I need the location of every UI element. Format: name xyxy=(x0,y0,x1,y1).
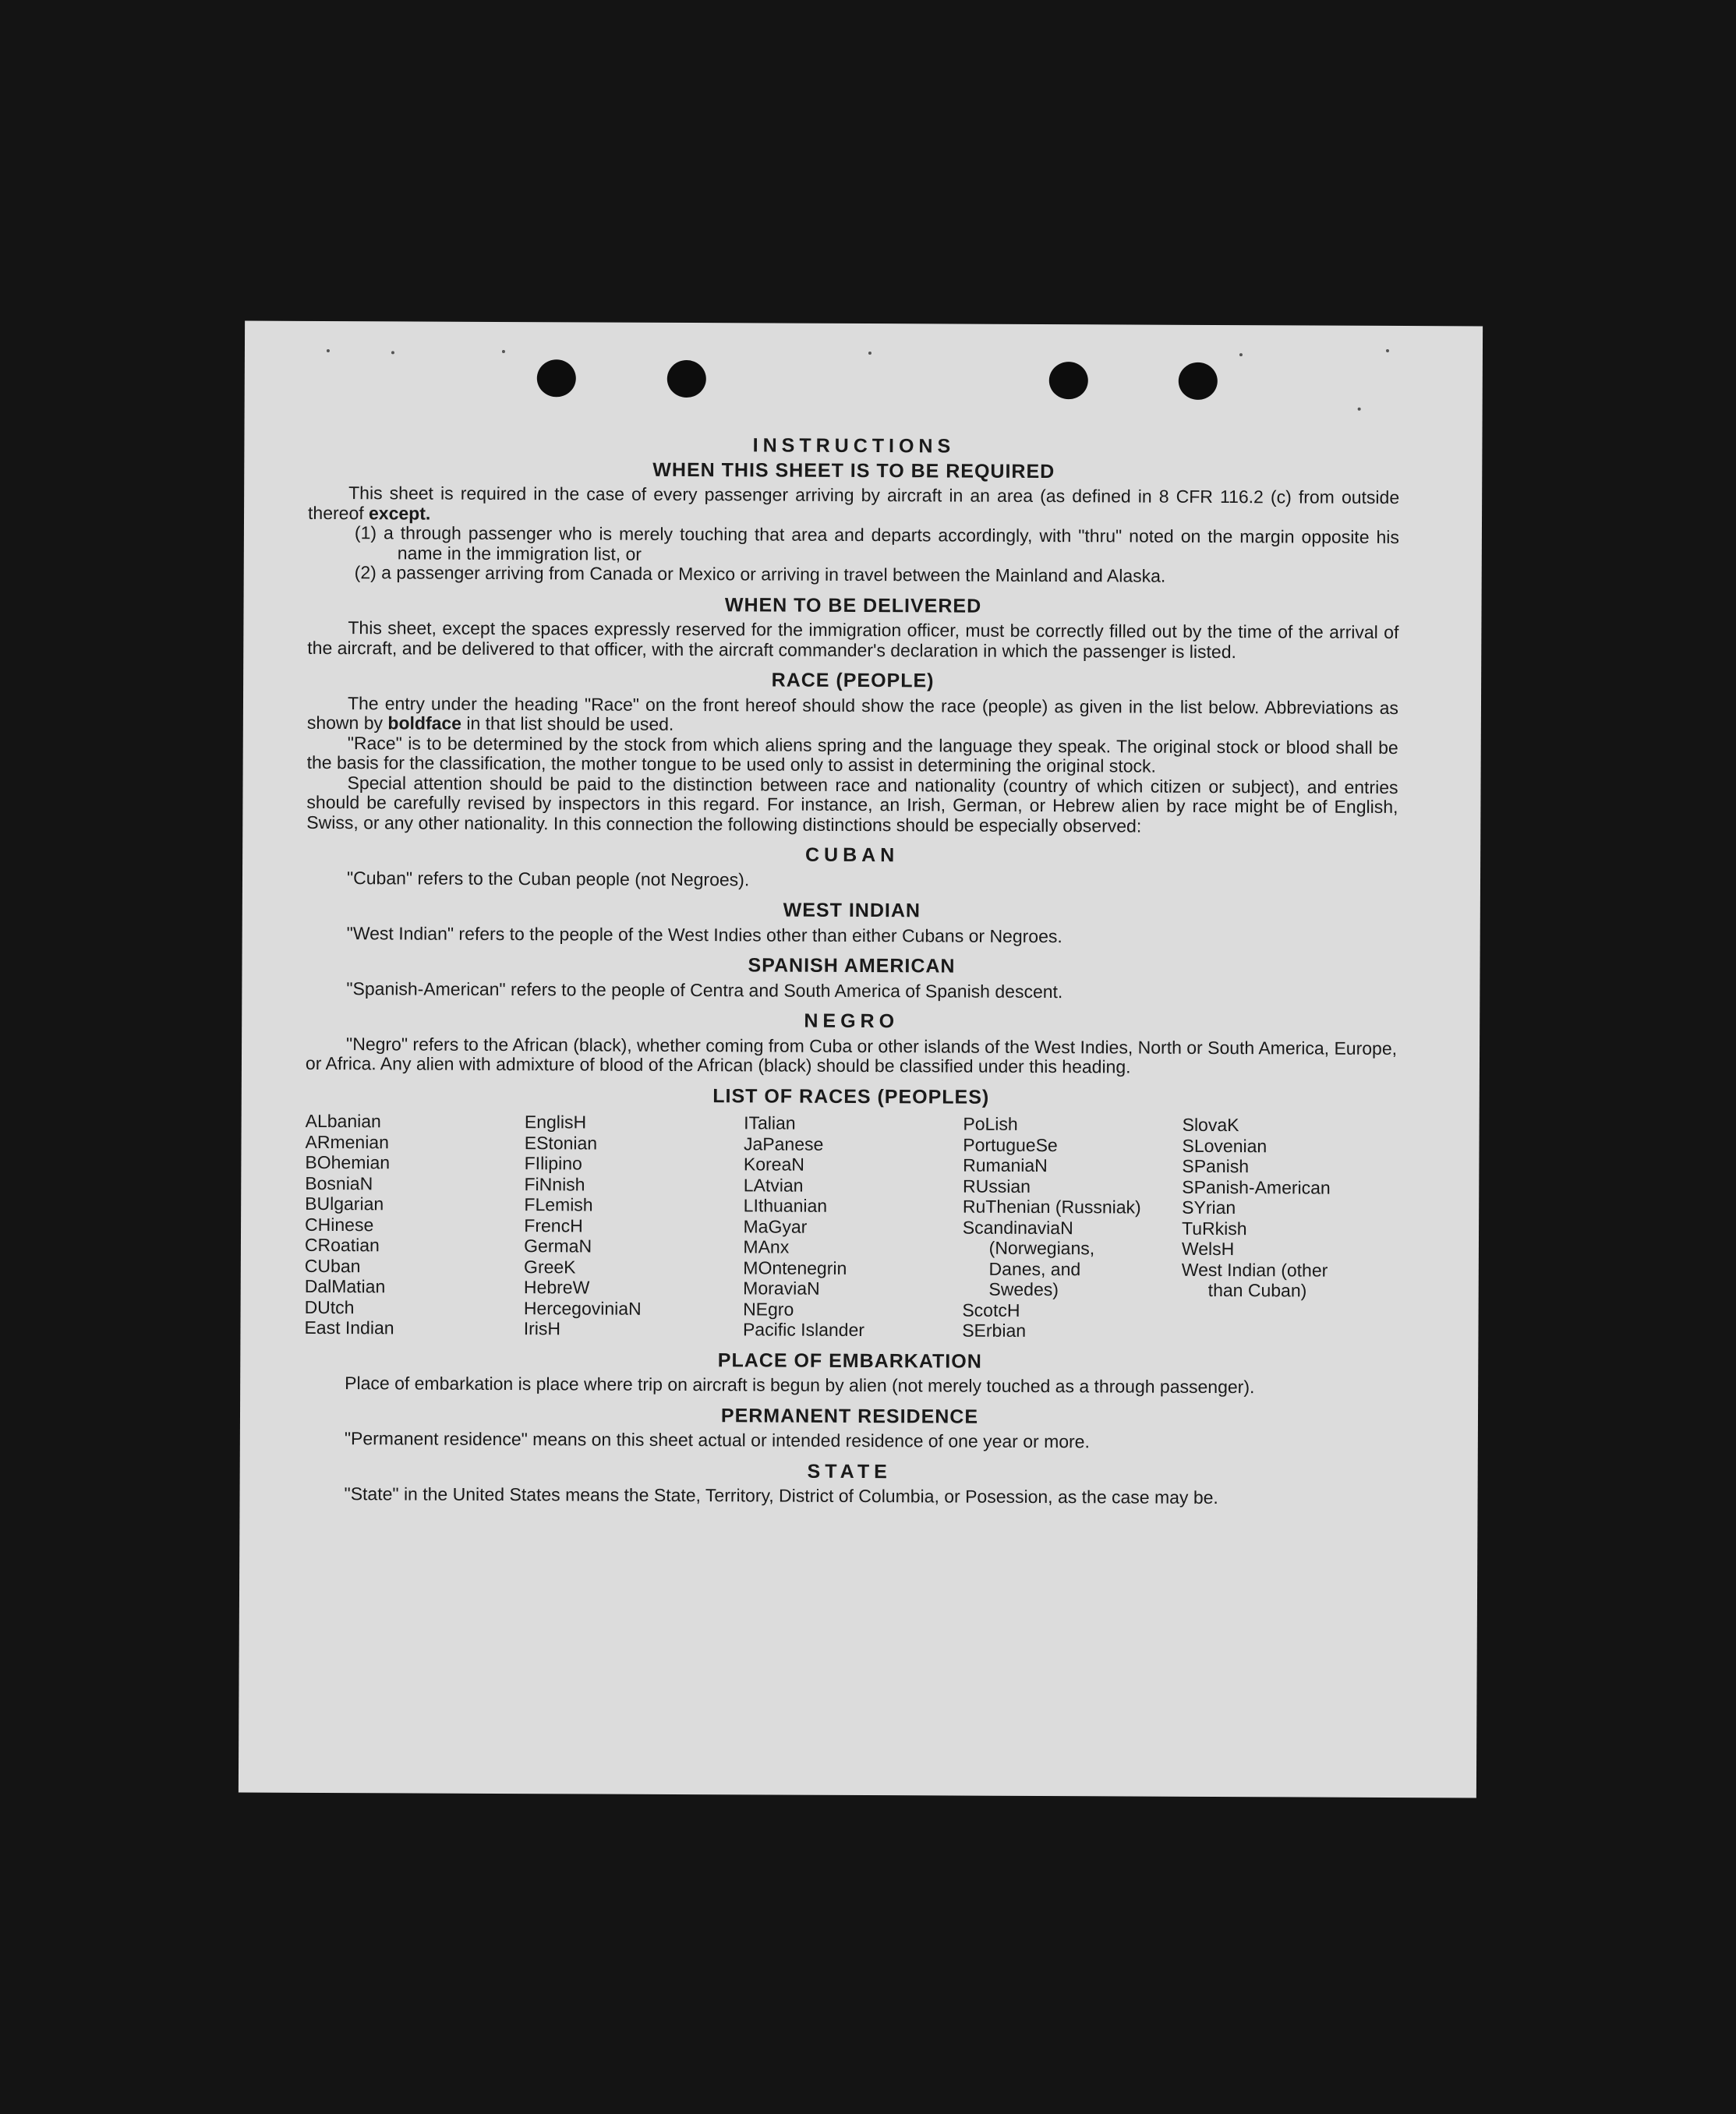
speck xyxy=(327,349,330,352)
race-entry: SlovaK xyxy=(1182,1114,1239,1136)
races-column-5 xyxy=(1181,1115,1396,1343)
race-entry: East Indian xyxy=(304,1317,394,1338)
race-entry: Swedes) xyxy=(988,1278,1059,1300)
race-entry: FiNnish xyxy=(524,1173,585,1194)
heading-when-required: WHEN THIS SHEET IS TO BE REQUIRED xyxy=(652,458,1055,483)
punch-hole xyxy=(537,359,576,397)
race-entry: EnglisH xyxy=(524,1112,587,1133)
race-entry: HebreW xyxy=(523,1277,590,1298)
race-entry: FrencH xyxy=(524,1214,583,1236)
race-entry: (Norwegians, xyxy=(988,1237,1095,1259)
race-entry: SPanish-American xyxy=(1182,1176,1331,1198)
speck xyxy=(1386,349,1389,352)
heading-state: STATE xyxy=(807,1460,892,1483)
race-entry: BUlgarian xyxy=(305,1193,384,1214)
embarkation-text: Place of embarkation is place where trip on aircraft is begun by alien (not merely touched as a through passenger). xyxy=(345,1373,1255,1398)
race-entry: SPanish xyxy=(1182,1155,1250,1177)
race-entry: SLovenian xyxy=(1182,1135,1268,1156)
races-column-4 xyxy=(962,1114,1177,1342)
race-entry: JaPanese xyxy=(743,1133,824,1154)
punch-hole xyxy=(667,360,706,398)
race-entry: GreeK xyxy=(524,1256,576,1277)
race-entry: than Cuban) xyxy=(1207,1279,1307,1301)
race-entry: SErbian xyxy=(962,1320,1027,1341)
race-entry: MoraviaN xyxy=(743,1278,820,1299)
race-entry: CUban xyxy=(304,1255,361,1276)
residence-text: "Permanent residence" means on this sheet actual or intended residence of one year or more. xyxy=(344,1428,1090,1452)
speck xyxy=(868,352,872,355)
race-entry: ScandinaviaN xyxy=(962,1217,1073,1238)
race-entry: Pacific Islander xyxy=(742,1319,865,1341)
race-entry: MAnx xyxy=(743,1236,790,1257)
race-entry: ARmenian xyxy=(305,1131,389,1152)
race-entry: Danes, and xyxy=(988,1258,1081,1279)
exception-item-2: (2) a passenger arriving from Canada or Mexico or arriving in travel between the Mainland and Alaska. xyxy=(354,562,1166,586)
heading-permanent-residence: PERMANENT RESIDENCE xyxy=(720,1404,979,1428)
races-list xyxy=(304,1111,1396,1343)
race-entry: HercegoviniaN xyxy=(523,1297,642,1319)
west-indian-text: "West Indian" refers to the people of the West Indies other than either Cubans or Negroes. xyxy=(346,922,1062,946)
race-entry: DalMatian xyxy=(304,1275,386,1297)
race-entry: KoreaN xyxy=(743,1154,804,1175)
races-column-1 xyxy=(304,1111,519,1339)
race-paragraph-2: "Race" is to be determined by the stock from which aliens spring and the language they speak. The original stock or blood shall be the basis for the classification, the mother tongue to be used only to assist in determining the original stock. xyxy=(306,732,1398,776)
punch-hole xyxy=(1049,362,1088,399)
exception-item-1: (1) a through passenger who is merely touching that area and departs accordingly, with "thru" noted on the margin opposite his name in the immigration list, or xyxy=(354,522,1399,564)
race-entry: PortugueSe xyxy=(963,1134,1058,1155)
race-entry: MOntenegrin xyxy=(743,1257,847,1278)
race-entry: DUtch xyxy=(304,1296,355,1317)
race-entry: CRoatian xyxy=(304,1234,380,1256)
race-entry: EStonian xyxy=(524,1132,598,1154)
document-sheet xyxy=(239,321,1483,1798)
race-entry: GermaN xyxy=(524,1236,592,1257)
race-entry: ScotcH xyxy=(962,1299,1020,1320)
when-required-intro: This sheet is required in the case of every passenger arriving by aircraft in an area (as defined in 8 CFR 116.2 (c) from outside thereof except. xyxy=(307,483,1400,524)
race-paragraph-1: The entry under the heading "Race" on the front hereof should show the race (people) as given in the list below. Abbreviations as shown by boldface in that list should be used. xyxy=(306,692,1399,734)
race-entry: RuThenian (Russniak) xyxy=(962,1196,1141,1218)
race-entry: RumaniaN xyxy=(963,1154,1048,1176)
speck xyxy=(391,351,394,354)
negro-text: "Negro" refers to the African (black), whether coming from Cuba or other islands of the West Indies, North or South America, Europe, or Africa. Any alien with admixture of blood of the African (black) should be classified under this heading. xyxy=(305,1033,1398,1077)
race-entry: PoLish xyxy=(963,1113,1018,1134)
races-column-3 xyxy=(743,1112,958,1341)
race-entry: TuRkish xyxy=(1182,1218,1247,1239)
race-entry: LAtvian xyxy=(743,1174,804,1196)
race-entry: SYrian xyxy=(1182,1197,1236,1218)
instructions-title: INSTRUCTIONS xyxy=(752,434,956,458)
heading-list-of-races: LIST OF RACES (PEOPLES) xyxy=(712,1084,990,1108)
race-entry: West Indian (other xyxy=(1181,1259,1328,1281)
cuban-text: "Cuban" refers to the Cuban people (not Negroes). xyxy=(346,867,750,889)
heading-spanish-american: SPANISH AMERICAN xyxy=(748,954,956,977)
speck xyxy=(502,350,505,353)
heading-race: RACE (PEOPLE) xyxy=(771,669,935,692)
race-paragraph-3: Special attention should be paid to the distinction between race and nationality (country of which citizen or subject), and entries should be carefully revised by inspectors in this regard. For instance, an Irish, German, or Hebrew alien by race might be of English, Swiss, or any other nationality. In this connection the following distinctions should be especially observed: xyxy=(306,772,1398,836)
heading-negro: NEGRO xyxy=(804,1009,900,1033)
race-entry: NEgro xyxy=(743,1298,794,1320)
race-entry: LIthuanian xyxy=(743,1195,828,1216)
document-body xyxy=(304,434,1400,1509)
heading-west-indian: WEST INDIAN xyxy=(783,899,921,922)
heading-embarkation: PLACE OF EMBARKATION xyxy=(717,1349,982,1373)
punch-hole xyxy=(1179,362,1218,400)
race-entry: WelsH xyxy=(1181,1238,1235,1260)
race-entry: ITalian xyxy=(744,1112,796,1133)
race-entry: FIlipino xyxy=(524,1153,582,1174)
race-entry: ALbanian xyxy=(305,1110,381,1132)
spanish-american-text: "Spanish-American" refers to the people of Centra and South America of Spanish descent. xyxy=(346,977,1063,1002)
race-entry: CHinese xyxy=(305,1214,374,1235)
speck xyxy=(1239,353,1243,356)
race-entry: FLemish xyxy=(524,1194,593,1215)
race-entry: BOhemian xyxy=(305,1151,391,1173)
race-entry: MaGyar xyxy=(743,1215,808,1237)
race-entry: IrisH xyxy=(523,1318,561,1339)
race-entry: BosniaN xyxy=(305,1172,373,1193)
speck xyxy=(1358,408,1361,411)
when-delivered-text: This sheet, except the spaces expressly reserved for the immigration officer, must be correctly filled out by the time of the arrival of the aircraft, and be delivered to that officer, with the aircraft commander's declaration in which the passenger is listed. xyxy=(307,617,1399,662)
state-text: "State" in the United States means the State, Territory, District of Columbia, or Posession, as the case may be. xyxy=(344,1483,1218,1508)
race-entry: RUssian xyxy=(962,1175,1031,1197)
heading-when-delivered: WHEN TO BE DELIVERED xyxy=(724,593,982,617)
races-column-2 xyxy=(524,1112,739,1340)
heading-cuban: CUBAN xyxy=(804,843,900,867)
